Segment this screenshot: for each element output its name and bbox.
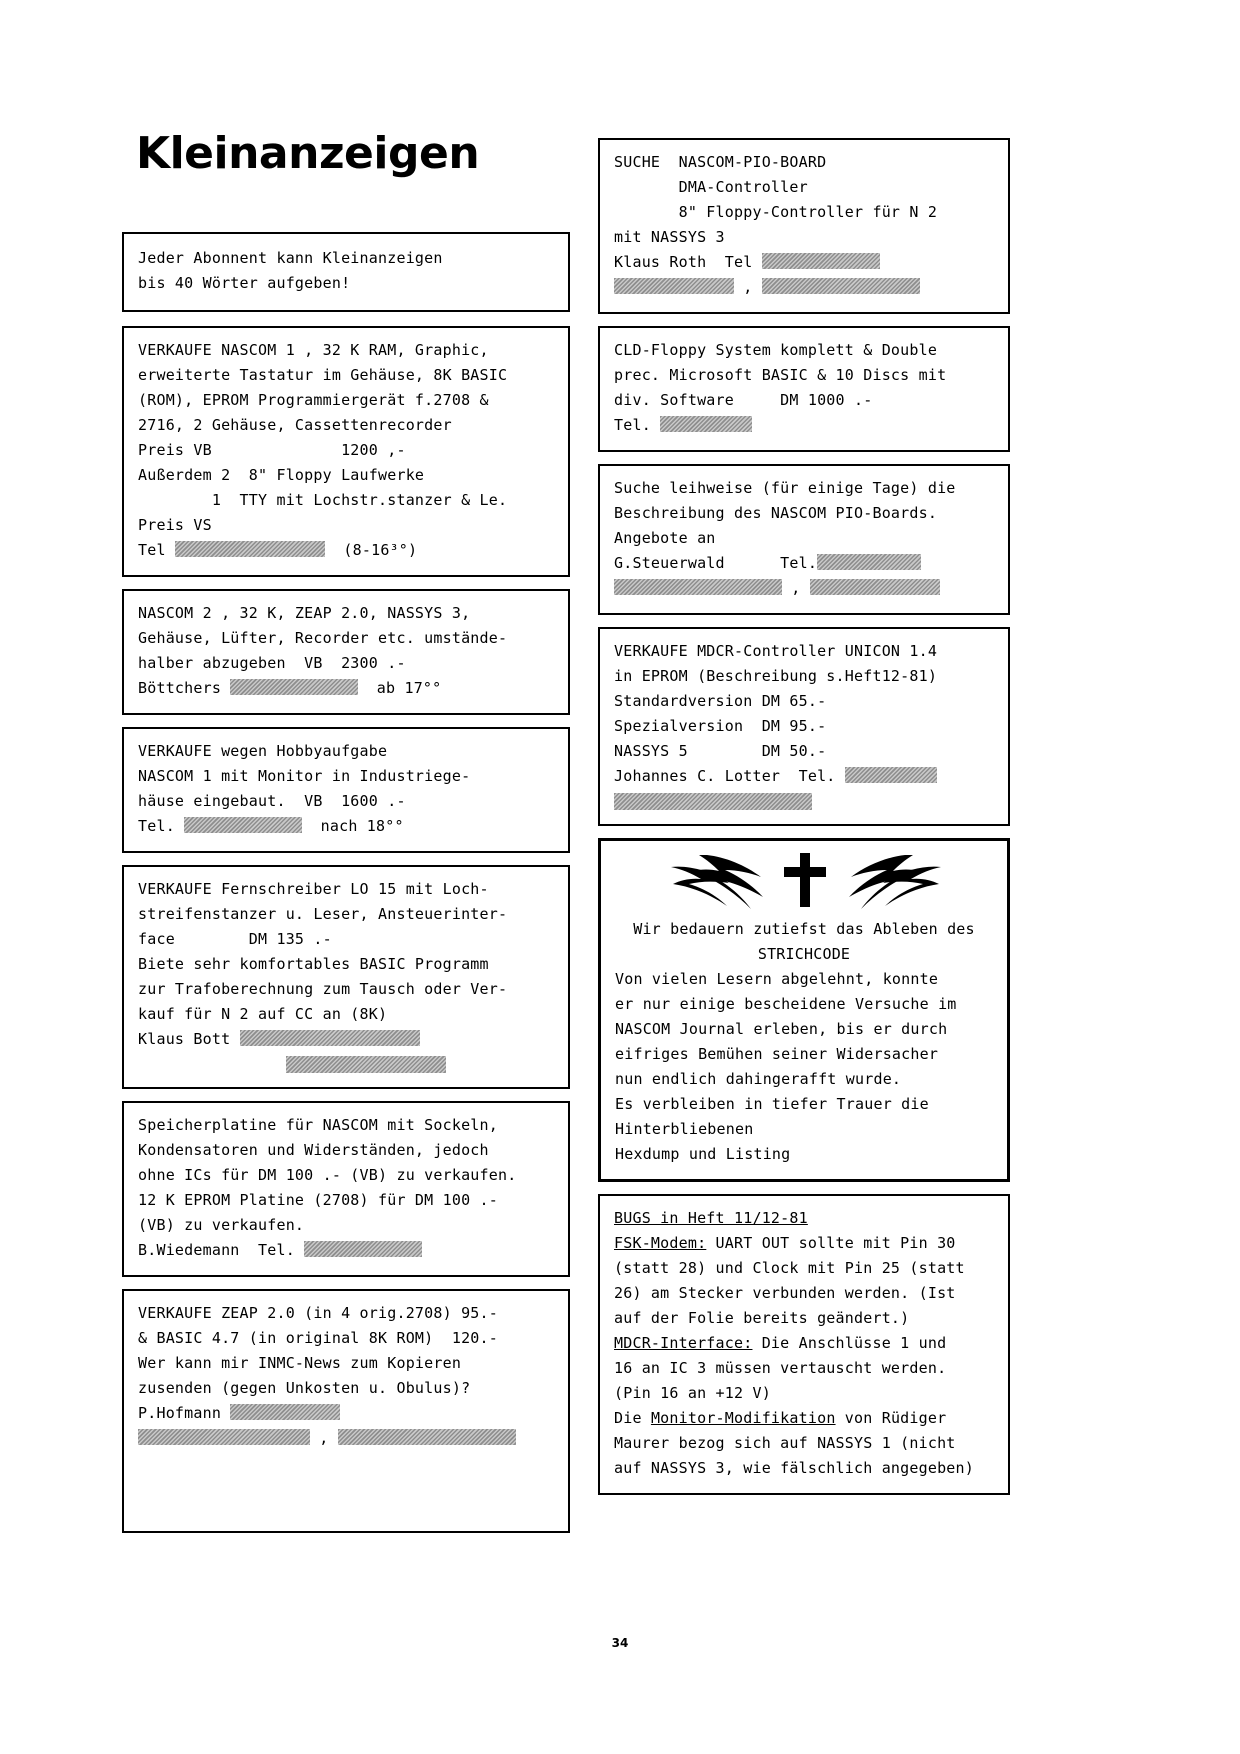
separator: , (319, 1429, 329, 1447)
redacted-address (138, 1429, 310, 1445)
ad-line: kauf für N 2 auf CC an (8K) (138, 1005, 388, 1023)
ad-contact-line (138, 538, 554, 563)
contact-prefix: Klaus Roth Tel (614, 253, 753, 271)
obituary-body-line: Hexdump und Listing (615, 1145, 791, 1163)
bug-entry-line: 16 an IC 3 müssen vertauscht werden. (614, 1359, 947, 1377)
ad-line: VERKAUFE NASCOM 1 , 32 K RAM, Graphic, (138, 341, 489, 359)
obituary-intro: Wir bedauern zutiefst das Ableben des (633, 920, 975, 938)
ad-line: VERKAUFE ZEAP 2.0 (in 4 orig.2708) 95.- (138, 1304, 498, 1322)
obituary-body-line: Es verbleiben in tiefer Trauer die (615, 1095, 929, 1113)
ad-line: Suche leihweise (für einige Tage) die (614, 479, 956, 497)
classified-ad (122, 865, 570, 1089)
page-number: 34 (611, 1636, 629, 1650)
ad-line: & BASIC 4.7 (in original 8K ROM) 120.- (138, 1329, 498, 1347)
ad-line: in EPROM (Beschreibung s.Heft12-81) (614, 667, 938, 685)
ad-line: Gehäuse, Lüfter, Recorder etc. umstände- (138, 629, 508, 647)
ad-line: 2716, 2 Gehäuse, Cassettenrecorder (138, 416, 452, 434)
classified-ad (122, 1289, 570, 1533)
redacted-phone (184, 817, 302, 833)
ad-line: streifenstanzer u. Leser, Ansteuerinter- (138, 905, 508, 923)
bug-tail-line: Maurer bezog sich auf NASSYS 1 (nicht (614, 1434, 956, 1452)
ad-line: zusenden (gegen Unkosten u. Obulus)? (138, 1379, 471, 1397)
ad-contact-line (138, 676, 554, 701)
ad-line: Standardversion DM 65.- (614, 692, 827, 710)
obituary-body-line: nun endlich dahingerafft wurde. (615, 1070, 902, 1088)
ad-line: Wer kann mir INMC-News zum Kopieren (138, 1354, 462, 1372)
classified-ad (598, 326, 1010, 452)
ad-line: VERKAUFE MDCR-Controller UNICON 1.4 (614, 642, 938, 660)
redacted-name (230, 1404, 340, 1420)
ad-line: mit NASSYS 3 (614, 228, 725, 246)
redacted-address (614, 278, 734, 294)
contact-prefix: Böttchers (138, 679, 222, 697)
contact-suffix: ab 17°° (376, 679, 442, 697)
right-column (598, 138, 1010, 1507)
page-title: Kleinanzeigen (136, 128, 480, 179)
separator: , (743, 278, 753, 296)
ad-contact-line (138, 1401, 554, 1426)
subscriber-notice (122, 232, 570, 312)
classified-ad (122, 727, 570, 853)
ad-contact-line (614, 551, 994, 576)
ad-contact-line (138, 1238, 554, 1263)
redacted-city (810, 579, 940, 595)
classified-ad (122, 589, 570, 715)
ad-line: halber abzugeben VB 2300 .- (138, 654, 406, 672)
ad-line: zur Trafoberechnung zum Tausch oder Ver- (138, 980, 508, 998)
left-column (122, 232, 570, 1545)
ad-line: Kondensatoren und Widerständen, jedoch (138, 1141, 489, 1159)
redacted-phone (845, 767, 937, 783)
ad-line: Speicherplatine für NASCOM mit Sockeln, (138, 1116, 498, 1134)
bug-tail-underlined: Monitor-Modifikation (650, 1409, 836, 1427)
bug-entry-line (614, 1231, 994, 1256)
ad-line: Außerdem 2 8" Floppy Laufwerke (138, 466, 425, 484)
obituary-box (598, 838, 1010, 1182)
obituary-subject: STRICHCODE (757, 945, 851, 963)
bug-label: FSK-Modem: (614, 1234, 707, 1252)
obituary-body-line: Hinterbliebenen (615, 1120, 754, 1138)
classified-ad (122, 326, 570, 577)
bug-entry-line: auf der Folie bereits geändert.) (614, 1309, 910, 1327)
bugs-box (598, 1194, 1010, 1495)
obituary-body-line: NASCOM Journal erleben, bis er durch (615, 1020, 948, 1038)
bug-text: Die Anschlüsse 1 und (752, 1334, 947, 1352)
contact-prefix: B.Wiedemann Tel. (138, 1241, 295, 1259)
ad-line: div. Software DM 1000 .- (614, 391, 873, 409)
bug-label: MDCR-Interface: (614, 1334, 753, 1352)
ad-contact-line-2 (614, 275, 994, 300)
contact-prefix: Tel (138, 541, 166, 559)
ad-contact-line-2 (614, 576, 994, 601)
bugs-heading: BUGS in Heft 11/12-81 (614, 1209, 808, 1227)
ad-line: häuse eingebaut. VB 1600 .- (138, 792, 406, 810)
bug-tail-line: auf NASSYS 3, wie fälschlich angegeben) (614, 1459, 974, 1477)
contact-prefix: G.Steuerwald Tel. (614, 554, 818, 572)
ad-line: Beschreibung des NASCOM PIO-Boards. (614, 504, 938, 522)
redacted-address-line (614, 793, 812, 810)
redacted-phone (230, 679, 358, 695)
bug-tail-line (614, 1406, 994, 1431)
ad-line: Biete sehr komfortables BASIC Programm (138, 955, 489, 973)
obituary-artwork (615, 849, 993, 911)
ad-line: ohne ICs für DM 100 .- (VB) zu verkaufen. (138, 1166, 517, 1184)
ad-contact-line (614, 250, 994, 275)
classified-ad (598, 627, 1010, 826)
ad-line: 8" Floppy-Controller für N 2 (614, 203, 938, 221)
bug-tail-pre: Die (614, 1409, 651, 1427)
ad-line: NASCOM 2 , 32 K, ZEAP 2.0, NASSYS 3, (138, 604, 471, 622)
ad-line: Spezialversion DM 95.- (614, 717, 827, 735)
ad-contact-line (614, 764, 994, 789)
ad-line: 12 K EPROM Platine (2708) für DM 100 .- (138, 1191, 498, 1209)
ad-line: Angebote an (614, 529, 716, 547)
ad-line: (ROM), EPROM Programmiergerät f.2708 & (138, 391, 489, 409)
notice-line-1: Jeder Abonnent kann Kleinanzeigen (138, 249, 443, 267)
bug-text: UART OUT sollte mit Pin 30 (706, 1234, 956, 1252)
ad-line: Preis VB 1200 ,- (138, 441, 406, 459)
bug-entry-line: 26) am Stecker verbunden werden. (Ist (614, 1284, 956, 1302)
redacted-city (338, 1429, 516, 1445)
ad-line: prec. Microsoft BASIC & 10 Discs mit (614, 366, 947, 384)
ad-contact-line (614, 413, 994, 438)
obituary-body-line: er nur einige bescheidene Versuche im (615, 995, 957, 1013)
classified-ad (122, 1101, 570, 1277)
redacted-address (614, 579, 782, 595)
contact-prefix: Tel. (138, 817, 175, 835)
contact-prefix: P.Hofmann (138, 1404, 222, 1422)
obituary-body-line: Von vielen Lesern abgelehnt, konnte (615, 970, 939, 988)
contact-prefix: Klaus Bott (138, 1030, 231, 1048)
ad-contact-line (138, 1027, 554, 1052)
redacted-address-line (286, 1056, 446, 1073)
contact-prefix: Tel. (614, 416, 651, 434)
ad-line: VERKAUFE wegen Hobbyaufgabe (138, 742, 388, 760)
classified-ad (598, 464, 1010, 615)
ad-contact-line-2 (138, 1426, 554, 1451)
contact-prefix: Johannes C. Lotter Tel. (614, 767, 836, 785)
ad-line: face DM 135 .- (138, 930, 332, 948)
classified-ad (598, 138, 1010, 314)
redacted-phone (762, 253, 880, 269)
bug-tail-post: von Rüdiger (835, 1409, 947, 1427)
ad-line: NASSYS 5 DM 50.- (614, 742, 827, 760)
redacted-phone (175, 541, 325, 557)
redacted-phone (304, 1241, 422, 1257)
contact-suffix: nach 18°° (320, 817, 404, 835)
redacted-address (240, 1030, 420, 1046)
ad-line: 1 TTY mit Lochstr.stanzer & Le. (138, 491, 508, 509)
ad-line: NASCOM 1 mit Monitor in Industriege- (138, 767, 471, 785)
ad-line: (VB) zu verkaufen. (138, 1216, 305, 1234)
notice-line-2: bis 40 Wörter aufgeben! (138, 274, 351, 292)
ad-line: DMA-Controller (614, 178, 808, 196)
ad-line: erweiterte Tastatur im Gehäuse, 8K BASIC (138, 366, 508, 384)
ad-line: SUCHE NASCOM-PIO-BOARD (614, 153, 827, 171)
contact-suffix: (8-16³°) (343, 541, 418, 559)
redacted-phone (817, 554, 921, 570)
ad-contact-line (138, 814, 554, 839)
redacted-phone (660, 416, 752, 432)
palm-cross-icon (615, 849, 997, 911)
bug-entry-line: (statt 28) und Clock mit Pin 25 (statt (614, 1259, 965, 1277)
separator: , (791, 579, 801, 597)
obituary-body-line: eifriges Bemühen seiner Widersacher (615, 1045, 939, 1063)
bug-entry-line (614, 1331, 994, 1356)
bug-entry-line: (Pin 16 an +12 V) (614, 1384, 771, 1402)
ad-line: Preis VS (138, 516, 212, 534)
ad-line: VERKAUFE Fernschreiber LO 15 mit Loch- (138, 880, 489, 898)
ad-line: CLD-Floppy System komplett & Double (614, 341, 938, 359)
redacted-city (762, 278, 920, 294)
